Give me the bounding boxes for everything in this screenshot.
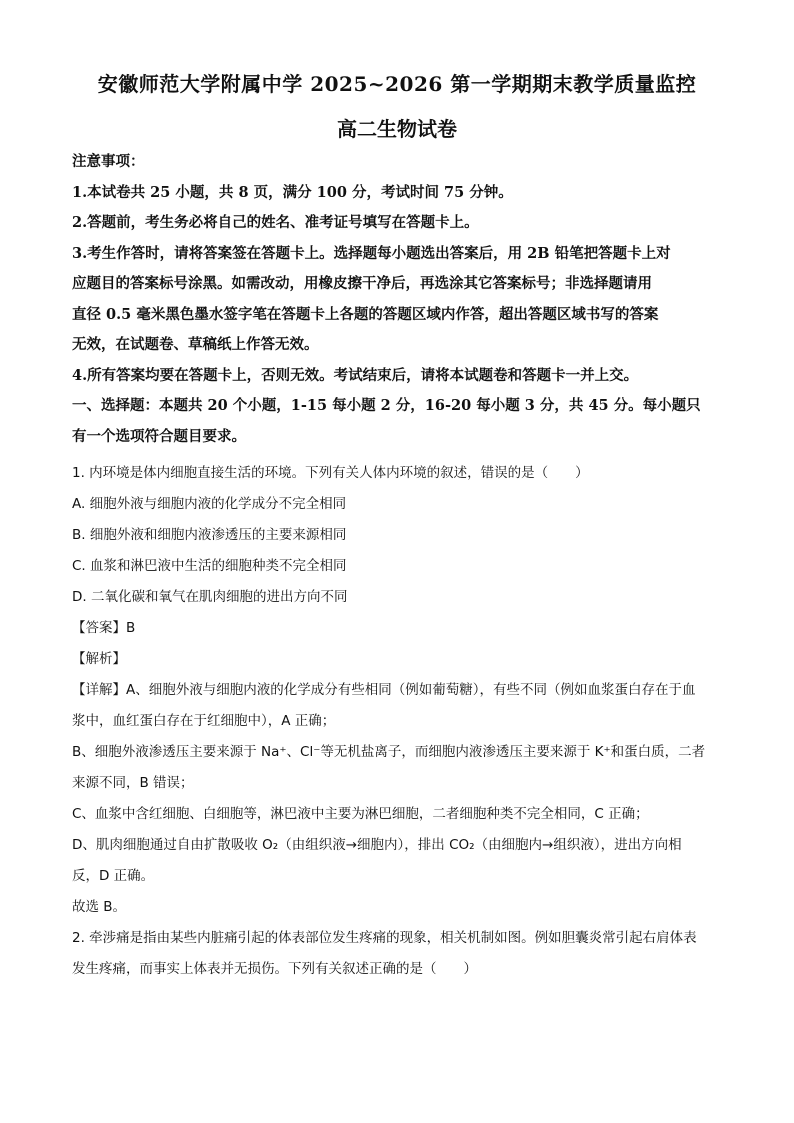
exam-subtitle: 高二生物试卷 <box>337 117 457 141</box>
detail-line: 【详解】A、细胞外液与细胞内液的化学成分有些相同（例如葡萄糖），有些不同（例如血浆蛋白存在于血 <box>72 682 696 698</box>
notice-line: 4.所有答案均要在答题卡上，否则无效。考试结束后，请将本试题卷和答题卡一并上交。 <box>72 366 639 384</box>
detail-line: D、肌肉细胞通过自由扩散吸收 O₂（由组织液→细胞内），排出 CO₂（由细胞内→组织液），进出方向相 <box>72 837 682 853</box>
notice-line: 3.考生作答时，请将答案签在答题卡上。选择题每小题选出答案后，用 2B 铅笔把答题卡上对 <box>72 244 671 262</box>
notice-heading: 注意事项： <box>72 153 145 170</box>
notice-line: 1.本试卷共 25 小题，共 8 页，满分 100 分，考试时间 75 分钟。 <box>72 183 513 201</box>
section-heading: 一、选择题：本题共 20 个小题，1-15 每小题 2 分，16-20 每小题 3 分，共 45 分。每小题只 <box>72 397 701 414</box>
option-c: C. 血浆和淋巴液中生活的细胞种类不完全相同 <box>72 558 347 574</box>
detail-line: 来源不同，B 错误； <box>72 775 194 791</box>
notice-line: 2.答题前，考生务必将自己的姓名、准考证号填写在答题卡上。 <box>72 214 479 231</box>
detail-line: 反，D 正确。 <box>72 868 155 884</box>
question-stem: 1. 内环境是体内细胞直接生活的环境。下列有关人体内环境的叙述，错误的是（ ） <box>72 465 589 481</box>
notice-line: 应题目的答案标号涂黑。如需改动，用橡皮擦干净后，再选涂其它答案标号；非选择题请用 <box>72 275 652 292</box>
question-2-stem: 2. 牵涉痛是指由某些内脏痛引起的体表部位发生疼痛的现象，相关机制如图。例如胆囊炎常引起右肩体表 <box>72 930 697 946</box>
answer-line: 【答案】B <box>72 620 136 636</box>
exam-title: 安徽师范大学附属中学 2025~2026 第一学期期末教学质量监控 <box>97 72 697 96</box>
section-heading-cont: 有一个选项符合题目要求。 <box>72 427 246 445</box>
option-d: D. 二氧化碳和氧气在肌肉细胞的进出方向不同 <box>72 589 348 605</box>
question-1 <box>72 458 724 985</box>
detail-line: C、血浆中含红细胞、白细胞等，淋巴液中主要为淋巴细胞，二者细胞种类不完全相同，C 正确； <box>72 806 649 822</box>
question-2-stem-cont: 发生疼痛，而事实上体表并无损伤。下列有关叙述正确的是（ ） <box>72 961 477 977</box>
conclusion-line: 故选 B。 <box>72 899 127 915</box>
detail-line: 浆中，血红蛋白存在于红细胞中），A 正确； <box>72 713 336 729</box>
analysis-label: 【解析】 <box>72 651 126 667</box>
notice-line: 直径 0.5 毫米黑色墨水签字笔在答题卡上各题的答题区域内作答，超出答题区域书写的答案 <box>72 305 659 323</box>
notice-section <box>72 147 724 452</box>
option-a: A. 细胞外液与细胞内液的化学成分不完全相同 <box>72 496 347 512</box>
detail-line: B、细胞外液渗透压主要来源于 Na⁺、Cl⁻等无机盐离子，而细胞内液渗透压主要来源于 K⁺和蛋白质，二者 <box>72 744 706 760</box>
notice-line: 无效，在试题卷、草稿纸上作答无效。 <box>72 336 319 353</box>
option-b: B. 细胞外液和细胞内液渗透压的主要来源相同 <box>72 527 347 543</box>
